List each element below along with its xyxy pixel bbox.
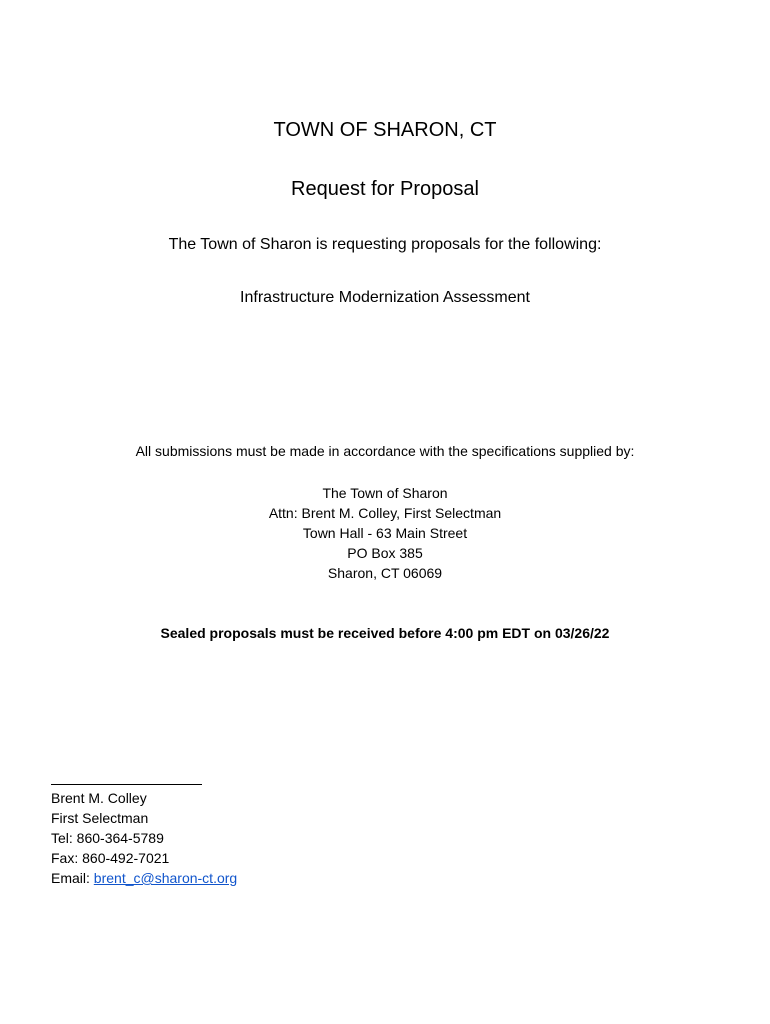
contact-tel: Tel: 860-364-5789: [51, 830, 164, 846]
deadline-notice: Sealed proposals must be received before 4:00 pm EDT on 03/26/22: [160, 625, 610, 641]
document-subtitle: Request for Proposal: [291, 178, 479, 200]
contact-fax: Fax: 860-492-7021: [51, 850, 170, 866]
address-block: [0, 483, 770, 583]
submissions-note: All submissions must be made in accordance with the specifications supplied by:: [135, 443, 635, 459]
project-name: Infrastructure Modernization Assessment: [240, 289, 530, 306]
address-line-po-box: PO Box 385: [347, 545, 423, 561]
address-line-street: Town Hall - 63 Main Street: [302, 525, 468, 541]
contact-email-row: [51, 868, 237, 888]
address-line-organization: The Town of Sharon: [322, 485, 448, 501]
contact-role: First Selectman: [51, 810, 149, 826]
intro-text: The Town of Sharon is requesting proposals for the following:: [168, 236, 602, 253]
contact-email-label: Email:: [51, 870, 94, 886]
address-line-city: Sharon, CT 06069: [327, 565, 443, 581]
contact-block: [51, 788, 237, 888]
signature-line: [51, 784, 202, 785]
contact-name: Brent M. Colley: [51, 790, 147, 806]
address-line-attention: Attn: Brent M. Colley, First Selectman: [268, 505, 502, 521]
page-title: TOWN OF SHARON, CT: [273, 119, 497, 141]
email-link[interactable]: brent_c@sharon-ct.org: [93, 870, 238, 886]
